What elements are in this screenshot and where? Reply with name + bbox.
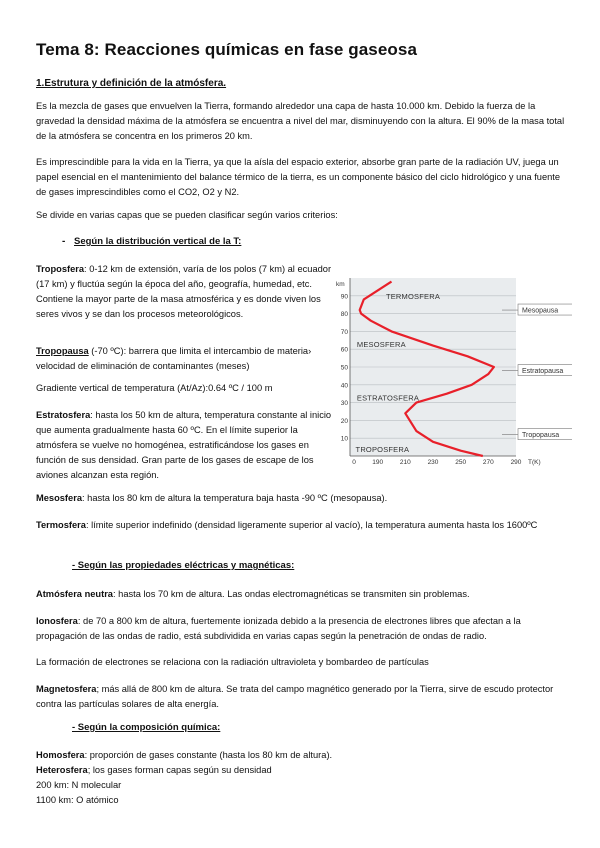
chart-y-tick-label: 20 (340, 417, 348, 425)
chart-x-tick-label: 230 (427, 459, 439, 466)
temperature-profile-chart (336, 272, 572, 466)
chart-y-tick-label: 40 (340, 382, 348, 390)
term-ionosfera: Ionosfera (36, 616, 78, 626)
chart-x-tick-label: 290 (510, 459, 522, 466)
chart-boundary-label: Estratopausa (522, 368, 564, 376)
heterosfera-text: ; los gases forman capas según su densidad (87, 765, 272, 775)
homosfera-text: : proporción de gases constante (hasta los 80 km de altura). (84, 750, 333, 760)
chart-x-tick-label: 0 (352, 459, 356, 466)
chart-layer-label: MESOSFERA (356, 339, 406, 349)
gradiente-text: Gradiente vertical de temperatura (At/Az):0.64 ºC / 100 m (36, 383, 273, 393)
subheading-electric-magnetic: - Según las propiedades eléctricas y magnéticas: (72, 560, 295, 571)
chart-x-tick-label: 270 (482, 459, 494, 466)
ionosfera-paragraph (36, 614, 566, 644)
tropopausa-text: (-70 ºC): barrera que limita el intercambio de materia› velocidad de eliminación de contaminantes (meses) (36, 346, 312, 371)
atmosfera-neutra-paragraph (36, 587, 566, 602)
homosfera-paragraph (36, 748, 566, 763)
line-200km: 200 km: N molecular (36, 780, 122, 790)
troposfera-paragraph (36, 262, 334, 322)
chart-y-tick-label: 60 (340, 346, 348, 354)
magnetosfera-paragraph (36, 682, 566, 712)
tropopausa-paragraph (36, 344, 334, 374)
heterosfera-paragraph (36, 763, 566, 778)
chart-y-axis-label: km (336, 281, 345, 288)
chart-boundary-label: Tropopausa (522, 432, 560, 440)
term-heterosfera: Heterosfera (36, 765, 88, 775)
chart-y-tick-label: 30 (340, 400, 348, 408)
term-homosfera: Homosfera (36, 750, 85, 760)
chart-x-axis-label: T(K) (528, 459, 541, 466)
chart-layer-label: TERMOSFERA (385, 291, 441, 301)
chart-x-tick-label: 210 (399, 459, 411, 466)
term-troposfera: Troposfera (36, 264, 85, 274)
subheading-vertical-temp: Según la distribución vertical de la T: (74, 236, 242, 247)
bullet-dash: - (62, 236, 66, 247)
paragraph-definition: Es la mezcla de gases que envuelven la Tierra, formando alrededor una capa de hasta 10.000 km. Debido la fuerza de la gravedad la densidad máxima de la atmósfera se encuentra a nivel del mar, disminuyendo con la altura. El 90% de la masa total de la atmósfera se concentra en los primeros 20 km. (36, 101, 565, 141)
termosfera-text: : límite superior indefinido (densidad ligeramente superior al vacío), la temperatura aumenta hasta los 1600ºC (85, 520, 538, 530)
subheading-chemical-composition: - Según la composición química: (72, 722, 221, 733)
chart-x-tick-label: 190 (372, 459, 384, 466)
term-estratosfera: Estratosfera (36, 410, 91, 420)
chart-boundary-label: Mesopausa (522, 307, 559, 315)
page-title: Tema 8: Reacciones químicas en fase gaseosa (36, 40, 417, 59)
mesosfera-text: : hasta los 80 km de altura la temperatura baja hasta -90 ºC (mesopausa). (82, 493, 388, 503)
estratosfera-paragraph (36, 408, 334, 483)
chart-y-tick-label: 70 (340, 328, 348, 336)
term-magnetosfera: Magnetosfera (36, 684, 97, 694)
line-1100km: 1100 km: O atómico (36, 795, 119, 805)
atmosfera-neutra-text: : hasta los 70 km de altura. Las ondas electromagnéticas se transmiten sin problemas. (112, 589, 470, 599)
chart-x-tick-label: 250 (455, 459, 467, 466)
chart-layer-label: ESTRATOSFERA (356, 393, 420, 403)
term-mesosfera: Mesosfera (36, 493, 82, 503)
term-termosfera: Termosfera (36, 520, 86, 530)
ionosfera-text: : de 70 a 800 km de altura, fuertemente ionizada debido a la presencia de electrones libres que afectan a la propagación de las ondas de radio, está subdividida en varias capas según la penetración de ondas de radio. (36, 616, 521, 641)
estratosfera-text: : hasta los 50 km de altura, temperatura constante al inicio que aumenta gradualmente hasta 60 ºC. En el límite superior la atmósfera se vuelve no homogénea, estratificándose los gases en función de sus densidad. Gran parte de los gases de escape de los aviones alcanzan esta región. (36, 410, 332, 480)
troposfera-text: : 0-12 km de extensión, varía de los polos (7 km) al ecuador (17 km) y fluctúa según la época del año, geografía, humedad, etc. Contiene la mayor parte de la masa atmosférica y es donde viven los seres vivos y se dan los procesos meteorológicos. (36, 264, 332, 319)
formacion-electrones-text: La formación de electrones se relaciona con la radiación ultravioleta y bombardeo de partículas (36, 657, 429, 667)
mesosfera-paragraph (36, 491, 566, 506)
paragraph-importance: Es imprescindible para la vida en la Tierra, ya que la aísla del espacio exterior, absorbe gran parte de la radiación UV, juega un papel esencial en el mantenimiento del balance térmico de la tierra, es un componente básico del ciclo hidrológico y una fuente de gases imprescindibles como el CO2, O2 y N2. (36, 157, 561, 197)
termosfera-paragraph (36, 518, 566, 533)
term-atmosfera-neutra: Atmósfera neutra (36, 589, 113, 599)
magnetosfera-text: ; más allá de 800 km de altura. Se trata del campo magnético generado por la Tierra, sirve de escudo protector contra las partículas solares de alta energía. (36, 684, 554, 709)
chart-layer-label: TROPOSFERA (355, 444, 410, 454)
section-heading-structure: 1.Estrutura y definición de la atmósfera. (36, 78, 227, 89)
chart-y-tick-label: 10 (340, 435, 348, 443)
paragraph-layers-intro: Se divide en varias capas que se pueden clasificar según varios criterios: (36, 210, 338, 220)
chart-y-tick-label: 80 (340, 311, 348, 319)
chart-y-tick-label: 50 (340, 364, 348, 372)
term-tropopausa: Tropopausa (36, 346, 89, 356)
chart-y-tick-label: 90 (340, 293, 348, 301)
